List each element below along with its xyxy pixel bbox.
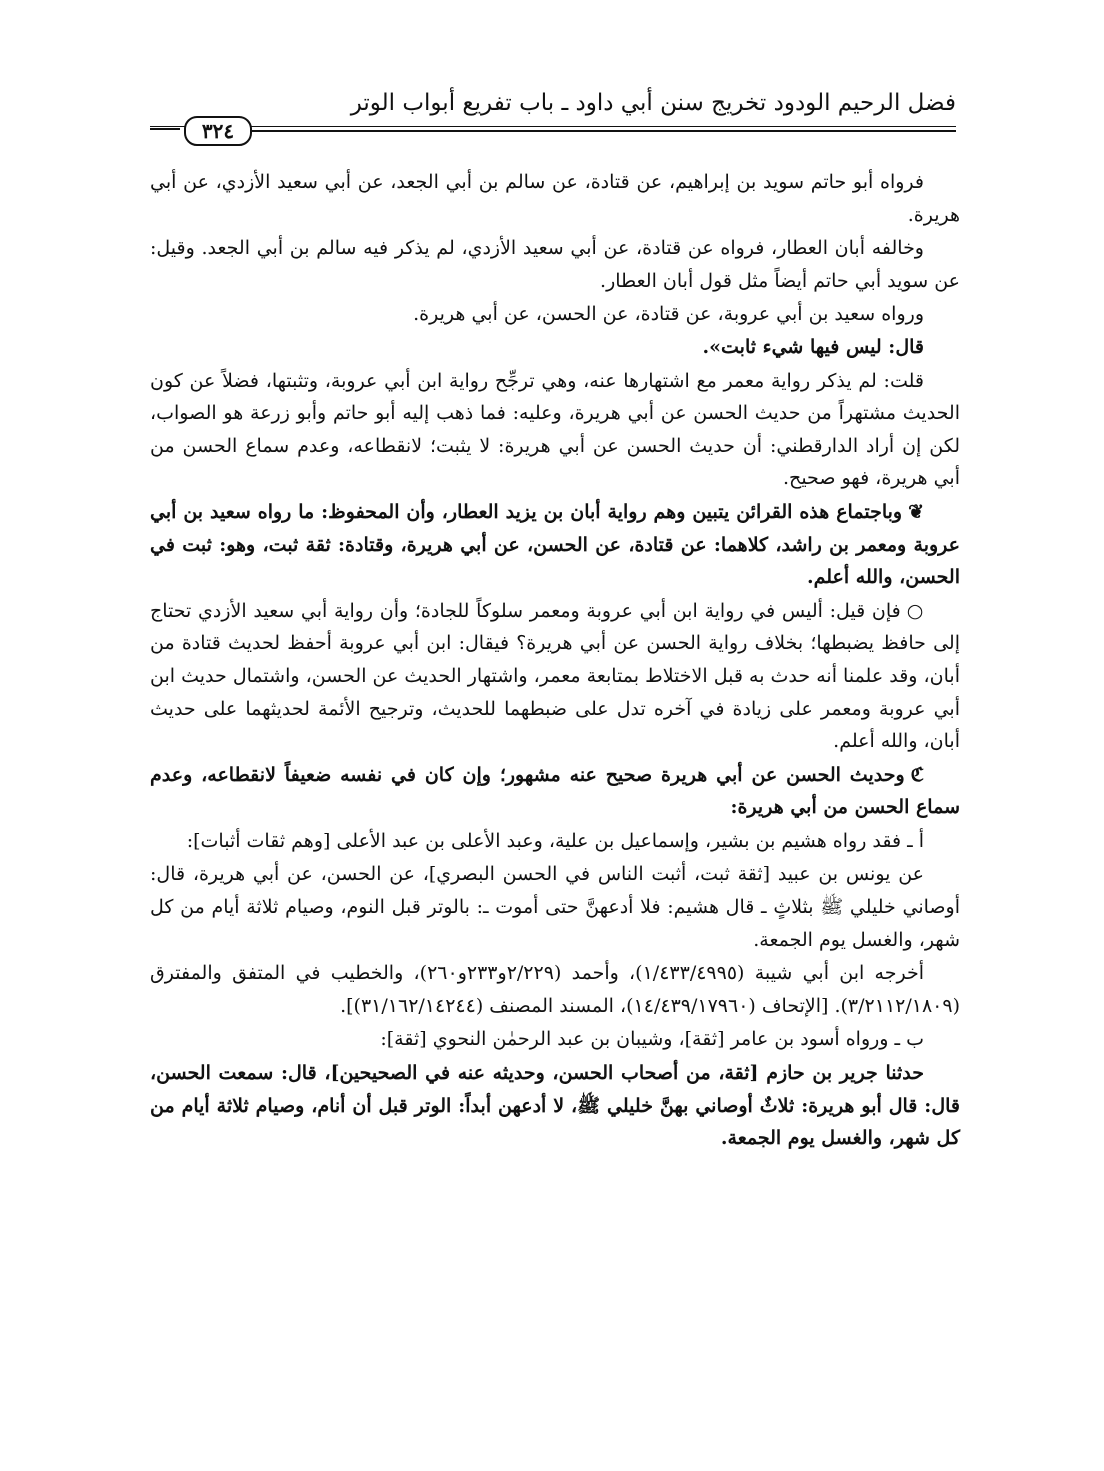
header-dash — [150, 128, 180, 130]
paragraph-quote-end: قال: ليس فيها شيء ثابت». — [702, 335, 924, 358]
running-title: فضل الرحيم الودود تخريج سنن أبي داود ـ باب تفريع أبواب الوتر — [350, 90, 956, 116]
paragraph-takhrij: أخرجه ابن أبي شيبة (١/٤٣٣/٤٩٩٥)، وأحمد (٢/٢٢٩و٢٣٣و٢٦٠)، والخطيب في المتفق والمفترق (٣/٢١١٢/١٨٠٩). [الإتحاف (١٤/٤٣٩/١٧٩٦٠)، المسند المصنف (٣١/١٦٢/١٤٢٤٤)]. — [150, 962, 960, 1017]
paragraph-text: وباجتماع هذه القرائن يتبين وهم رواية أبان بن يزيد العطار، وأن المحفوظ: ما رواه سعيد بن أبي عروبة ومعمر بن راشد، كلاهما: عن قتادة، عن الحسن، عن أبي هريرة، وقتادة: ثقة ثبت، وهو: ثبت في الحسن، والله أعلم. — [150, 500, 960, 589]
paragraph-comment: قلت: لم يذكر رواية معمر مع اشتهارها عنه، وهي ترجِّح رواية ابن أبي عروبة، وتثبتها، فضلاً عن كون الحديث مشتهراً من حديث الحسن عن أبي هريرة، وعليه: فما ذهب إليه أبو حاتم وأبو زرعة هو الصواب، لكن إن أراد الدارقطني: أن حديث الحسن عن أبي هريرة: لا يثبت؛ لانقطاعه، وعدم سماع الحسن من أبي هريرة، فهو صحيح. — [150, 369, 960, 490]
paragraph-objection — [150, 595, 960, 758]
paragraph: وخالفه أبان العطار، فرواه عن قتادة، عن أبي سعيد الأزدي، لم يذكر فيه سالم بن أبي الجعد. وقيل: عن سويد أبي حاتم أيضاً مثل قول أبان العطار. — [150, 237, 960, 292]
paragraph-text: فإن قيل: أليس في رواية ابن أبي عروبة ومعمر سلوكاً للجادة؛ وأن رواية أبي سعيد الأزدي تحتاج إلى حافظ يضبطها؛ بخلاف رواية الحسن عن أبي هريرة؟ فيقال: ابن أبي عروبة أحفظ لحديث قتادة من أبان، وقد علمنا أنه حدث به قبل الاختلاط بمتابعة معمر، واشتهار الحديث عن الحسن، واشتمال حديث ابن أبي عروبة ومعمر على زيادة في آخره تدل على ضبطهما للحديث، وترجيح الأئمة لحديثهما على حديث أبان، والله أعلم. — [150, 599, 960, 753]
page-header — [150, 86, 956, 146]
page-body — [150, 166, 960, 1156]
header-double-rule — [250, 130, 956, 132]
crescent-marker-icon: ℭ — [910, 763, 924, 786]
paragraph: ب ـ ورواه أسود بن عامر [ثقة]، وشيبان بن عبد الرحمٰن النحوي [ثقة]: — [380, 1028, 924, 1051]
paragraph-hasan-hadith — [150, 759, 960, 824]
paragraph: فرواه أبو حاتم سويد بن إبراهيم، عن قتادة، عن سالم بن أبي الجعد، عن أبي سعيد الأزدي، عن أبي هريرة. — [150, 171, 960, 226]
paragraph-text: وحديث الحسن عن أبي هريرة صحيح عنه مشهور؛ وإن كان في نفسه ضعيفاً لانقطاعه، وعدم سماع الحسن من أبي هريرة: — [150, 763, 960, 819]
paragraph-conclusion — [150, 496, 960, 594]
paragraph-hadith-text: حدثنا جرير بن حازم [ثقة، من أصحاب الحسن، وحديثه عنه في الصحيحين]، قال: سمعت الحسن، قال: قال أبو هريرة: ثلاثٌ أوصاني بهنَّ خليلي ﷺ، لا أدعهن أبداً: الوتر قبل أن أنام، وصيام ثلاثة أيام من كل شهر، والغسل يوم الجمعة. — [150, 1062, 961, 1150]
leaf-marker-icon: ❦ — [908, 500, 924, 523]
paragraph: أ ـ فقد رواه هشيم بن بشير، وإسماعيل بن علية، وعبد الأعلى بن عبد الأعلى [وهم ثقات أثبات]: — [186, 829, 924, 852]
paragraph-hadith-text: عن يونس بن عبيد [ثقة ثبت، أثبت الناس في الحسن البصري]، عن الحسن، عن أبي هريرة، قال: أوصاني خليلي ﷺ بثلاثٍ ـ قال هشيم: فلا أدعهنَّ حتى أموت ـ: بالوتر قبل النوم، وصيام ثلاثة أيام من كل شهر، والغسل يوم الجمعة. — [150, 863, 960, 951]
circle-marker-icon: ○ — [906, 599, 924, 622]
page-number-badge: ٣٢٤ — [184, 116, 252, 146]
header-rule — [150, 126, 956, 127]
paragraph: ورواه سعيد بن أبي عروبة، عن قتادة، عن الحسن، عن أبي هريرة. — [413, 303, 924, 326]
